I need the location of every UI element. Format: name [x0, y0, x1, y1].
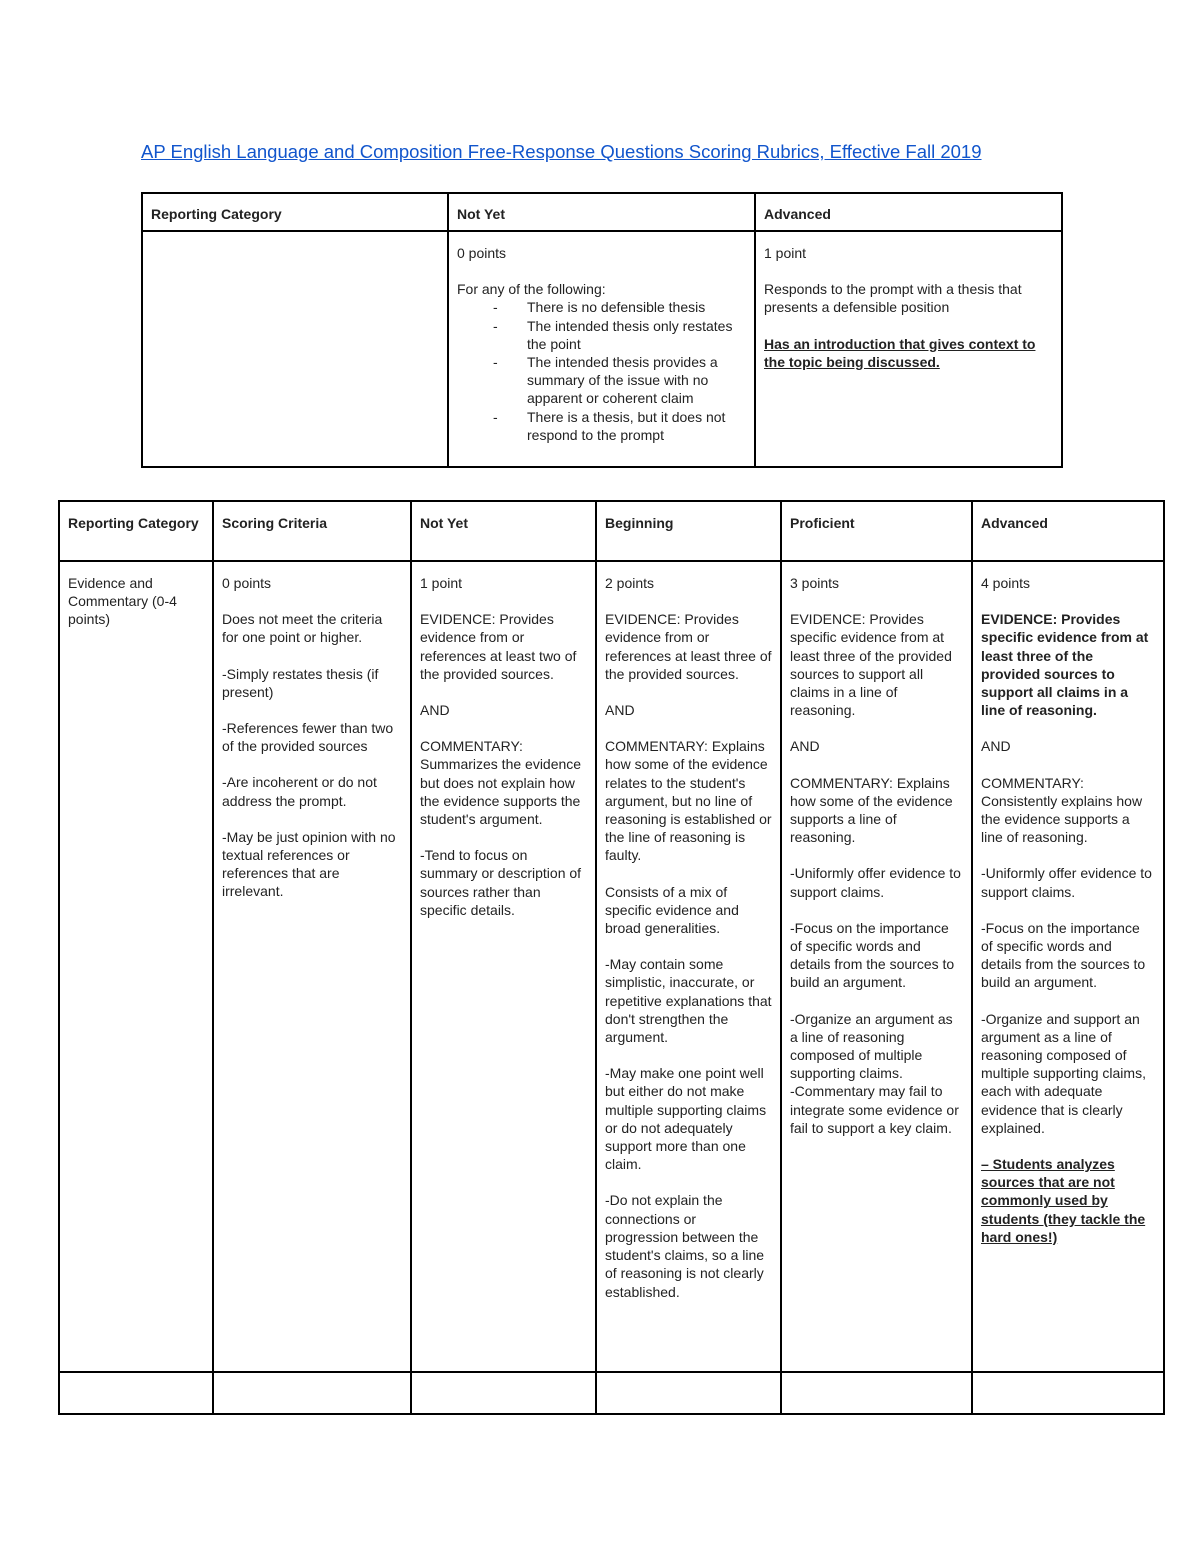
table-row — [59, 561, 1164, 1372]
criteria-text: AND — [790, 738, 820, 755]
beginning-cell — [596, 561, 781, 1372]
points-label: 1 point — [420, 575, 463, 591]
points-label: 0 points — [457, 245, 507, 261]
proficient-cell — [781, 561, 972, 1372]
criteria-text: Responds to the prompt with a thesis that presents a defensible position — [764, 281, 1022, 316]
criteria-list — [457, 298, 746, 444]
criteria-text: -Do not explain the connections or progression between the student's claims, so a line of reasoning is not clearly established. — [605, 1192, 765, 1300]
points-label: 1 point — [764, 245, 807, 261]
header-beginning: Beginning — [596, 501, 781, 561]
criteria-text: -Focus on the importance of specific words and details from the sources to build an argument. — [790, 919, 955, 991]
not-yet-cell — [448, 231, 755, 467]
empty-cell — [596, 1372, 781, 1414]
criteria-text: -Uniformly offer evidence to support claims. — [981, 865, 1152, 900]
criteria-text: AND — [605, 702, 635, 719]
criteria-text: -May make one point well but either do not make multiple supporting claims or do not adequately support more than one claim. — [605, 1065, 767, 1173]
thesis-rubric-table — [141, 192, 1063, 468]
header-reporting-category: Reporting Category — [59, 501, 213, 561]
criteria-text: AND — [420, 702, 450, 719]
criteria-text: EVIDENCE: Provides evidence from or references at least three of the provided sources. — [605, 611, 772, 682]
empty-cell — [781, 1372, 972, 1414]
empty-cell — [972, 1372, 1164, 1414]
header-advanced: Advanced — [972, 501, 1164, 561]
added-note: – Students analyzes sources that are not commonly used by students (they tackle the hard ones!) — [981, 1156, 1146, 1245]
criteria-intro: For any of the following: — [457, 281, 606, 298]
advanced-cell — [972, 561, 1164, 1372]
points-label: 0 points — [222, 575, 272, 591]
category-label: Evidence and Commentary (0-4 points) — [68, 575, 177, 628]
header-scoring-criteria: Scoring Criteria — [213, 501, 411, 561]
header-not-yet: Not Yet — [411, 501, 596, 561]
criteria-text: Consists of a mix of specific evidence and broad generalities. — [605, 883, 739, 937]
header-not-yet: Not Yet — [448, 193, 755, 231]
list-item: - There is a thesis, but it does not respond to the prompt — [527, 408, 746, 444]
evidence-rubric-table — [58, 500, 1165, 1415]
list-item: - There is no defensible thesis — [527, 298, 746, 316]
criteria-text: EVIDENCE: Provides evidence from or references at least two of the provided sources. — [420, 611, 577, 682]
points-label: 4 points — [981, 575, 1031, 591]
header-proficient: Proficient — [781, 501, 972, 561]
criteria-text: -Are incoherent or do not address the prompt. — [222, 774, 377, 809]
list-item: - The intended thesis provides a summary of the issue with no apparent or coherent claim — [527, 353, 746, 408]
criteria-text: EVIDENCE: Provides specific evidence from at least three of the provided sources to support all claims in a line of reasoning. — [790, 611, 952, 719]
evidence-text: EVIDENCE: Provides specific evidence from at least three of the provided sources to support all claims in a line of reasoning. — [981, 611, 1149, 719]
header-reporting-category: Reporting Category — [142, 193, 448, 231]
advanced-cell — [755, 231, 1062, 467]
criteria-text: -Organize an argument as a line of reasoning composed of multiple supporting claims. — [790, 1010, 953, 1082]
criteria-text: COMMENTARY: Explains how some of the evidence supports a line of reasoning. — [790, 774, 953, 846]
empty-cell — [213, 1372, 411, 1414]
criteria-text: AND — [981, 738, 1011, 755]
criteria-text: -May be just opinion with no textual references or references that are irrelevant. — [222, 828, 396, 900]
category-cell — [59, 561, 213, 1372]
criteria-text: -Focus on the importance of specific words and details from the sources to build an argument. — [981, 919, 1146, 991]
criteria-text: -Uniformly offer evidence to support claims. — [790, 865, 961, 900]
empty-cell — [59, 1372, 213, 1414]
scoring-criteria-cell — [213, 561, 411, 1372]
criteria-text: COMMENTARY: Summarizes the evidence but does not explain how the evidence supports the student's argument. — [420, 738, 582, 828]
added-note: Has an introduction that gives context to the topic being discussed. — [764, 335, 1036, 370]
table-row — [142, 231, 1062, 467]
header-advanced: Advanced — [755, 193, 1062, 231]
criteria-text: Does not meet the criteria for one point or higher. — [222, 611, 383, 646]
points-label: 3 points — [790, 575, 840, 591]
criteria-text: COMMENTARY: Explains how some of the evidence relates to the student's argument, but no line of reasoning is established or the line of reasoning is faulty. — [605, 738, 772, 864]
empty-table-row — [59, 1372, 1164, 1414]
criteria-text: -Organize and support an argument as a line of reasoning composed of multiple supporting claims, each with adequate evidence that is clearly explained. — [981, 1010, 1146, 1136]
criteria-text: -Tend to focus on summary or description of sources rather than specific details. — [420, 847, 582, 918]
criteria-text: -May contain some simplistic, inaccurate, or repetitive explanations that don't strengthen the argument. — [605, 956, 772, 1046]
empty-cell — [411, 1372, 596, 1414]
table-header-row — [59, 501, 1164, 561]
criteria-text: -References fewer than two of the provided sources — [222, 720, 394, 755]
criteria-text: -Simply restates thesis (if present) — [222, 665, 379, 700]
not-yet-cell — [411, 561, 596, 1372]
list-item: - The intended thesis only restates the point — [527, 317, 746, 353]
criteria-text: COMMENTARY: Consistently explains how the evidence supports a line of reasoning. — [981, 774, 1143, 846]
category-cell — [142, 231, 448, 467]
criteria-text: -Commentary may fail to integrate some evidence or fail to support a key claim. — [790, 1083, 959, 1136]
points-label: 2 points — [605, 575, 655, 591]
table-header-row — [142, 193, 1062, 231]
document-title[interactable]: AP English Language and Composition Free-Response Questions Scoring Rubrics, Effective Fall 2019 — [141, 141, 982, 162]
